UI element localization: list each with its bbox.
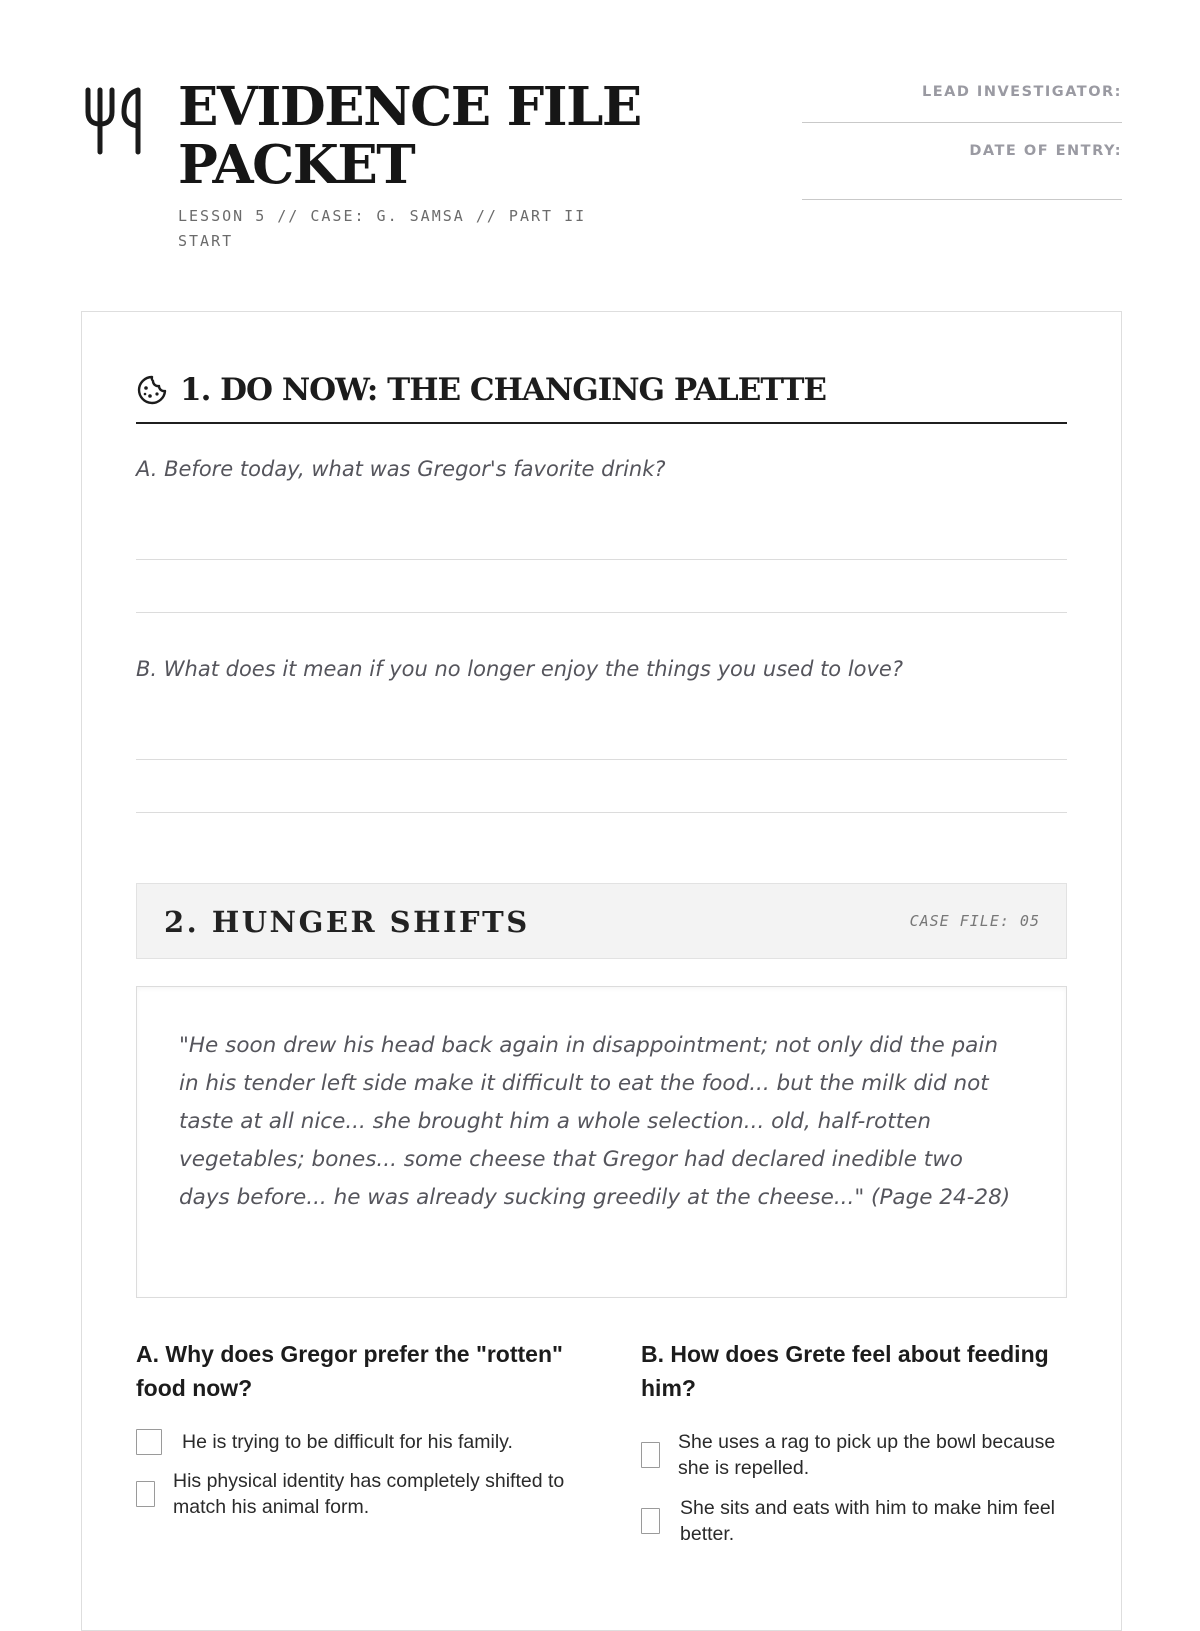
option-2a-1[interactable]: [136, 1429, 596, 1455]
date-of-entry-label: DATE OF ENTRY:: [969, 143, 1122, 159]
title-line-2: PACKET: [178, 134, 415, 196]
fork-knife-icon: [82, 86, 148, 156]
section-1-heading: [136, 372, 1067, 424]
answer-line-1b-1[interactable]: [136, 759, 1067, 760]
option-2a-2-label: His physical identity has completely shifted to match his animal form.: [173, 1470, 565, 1518]
subtitle-line-2: START: [178, 232, 234, 250]
option-2b-2[interactable]: [641, 1495, 1071, 1547]
option-2a-1-label: He is trying to be difficult for his family.: [182, 1431, 513, 1453]
section-2-title: 2. HUNGER SHIFTS: [164, 905, 530, 939]
date-of-entry-line[interactable]: [802, 199, 1122, 200]
page-title: [178, 78, 658, 194]
investigator-fields: [802, 78, 1122, 200]
subtitle-line-1: LESSON 5 // CASE: G. SAMSA // PART II: [178, 207, 587, 225]
evidence-quote-box: [136, 986, 1067, 1298]
cookie-icon: [136, 374, 168, 406]
question-2a: A. Why does Gregor prefer the "rotten" food now?: [136, 1341, 563, 1401]
lead-investigator-label: LEAD INVESTIGATOR:: [921, 84, 1122, 100]
checkbox-2b-1[interactable]: [641, 1442, 660, 1468]
question-2b: B. How does Grete feel about feeding him?: [641, 1341, 1049, 1401]
option-2b-1-label: She uses a rag to pick up the bowl because she is repelled.: [678, 1431, 1056, 1479]
question-1a: A. Before today, what was Gregor's favorite drink?: [136, 457, 666, 481]
option-2b-1[interactable]: [641, 1429, 1071, 1481]
checkbox-2a-2[interactable]: [136, 1481, 155, 1507]
question-1b: B. What does it mean if you no longer enjoy the things you used to love?: [136, 657, 904, 681]
lesson-subtitle: [178, 204, 658, 254]
evidence-card: [81, 311, 1122, 1631]
section-1-title: 1. DO NOW: THE CHANGING PALETTE: [180, 372, 827, 408]
lead-investigator-line[interactable]: [802, 122, 1122, 123]
title-line-1: EVIDENCE FILE: [178, 76, 641, 138]
section-2-header-bar: [136, 883, 1067, 959]
checkbox-2b-2[interactable]: [641, 1508, 660, 1534]
answer-line-1b-2[interactable]: [136, 812, 1067, 813]
answer-line-1a-1[interactable]: [136, 559, 1067, 560]
option-2b-2-label: She sits and eats with him to make him feel better.: [680, 1497, 1056, 1545]
case-file-badge: CASE FILE: 05: [909, 912, 1040, 930]
title-block: [178, 78, 658, 254]
packet-header: [82, 78, 1122, 268]
evidence-quote: "He soon drew his head back again in disappointment; not only did the pain in his tender left side make it difficult to eat the food... but the milk did not taste at all nice... she brought him a whole selection... old, half-rotten vegetables; bones... some cheese that Gregor had declared inedible two days before... he was already sucking greedily at the cheese..." (Page 24-28): [179, 1033, 1011, 1210]
checkbox-2a-1[interactable]: [136, 1429, 162, 1455]
answer-line-1a-2[interactable]: [136, 612, 1067, 613]
option-2a-2[interactable]: [136, 1468, 586, 1520]
